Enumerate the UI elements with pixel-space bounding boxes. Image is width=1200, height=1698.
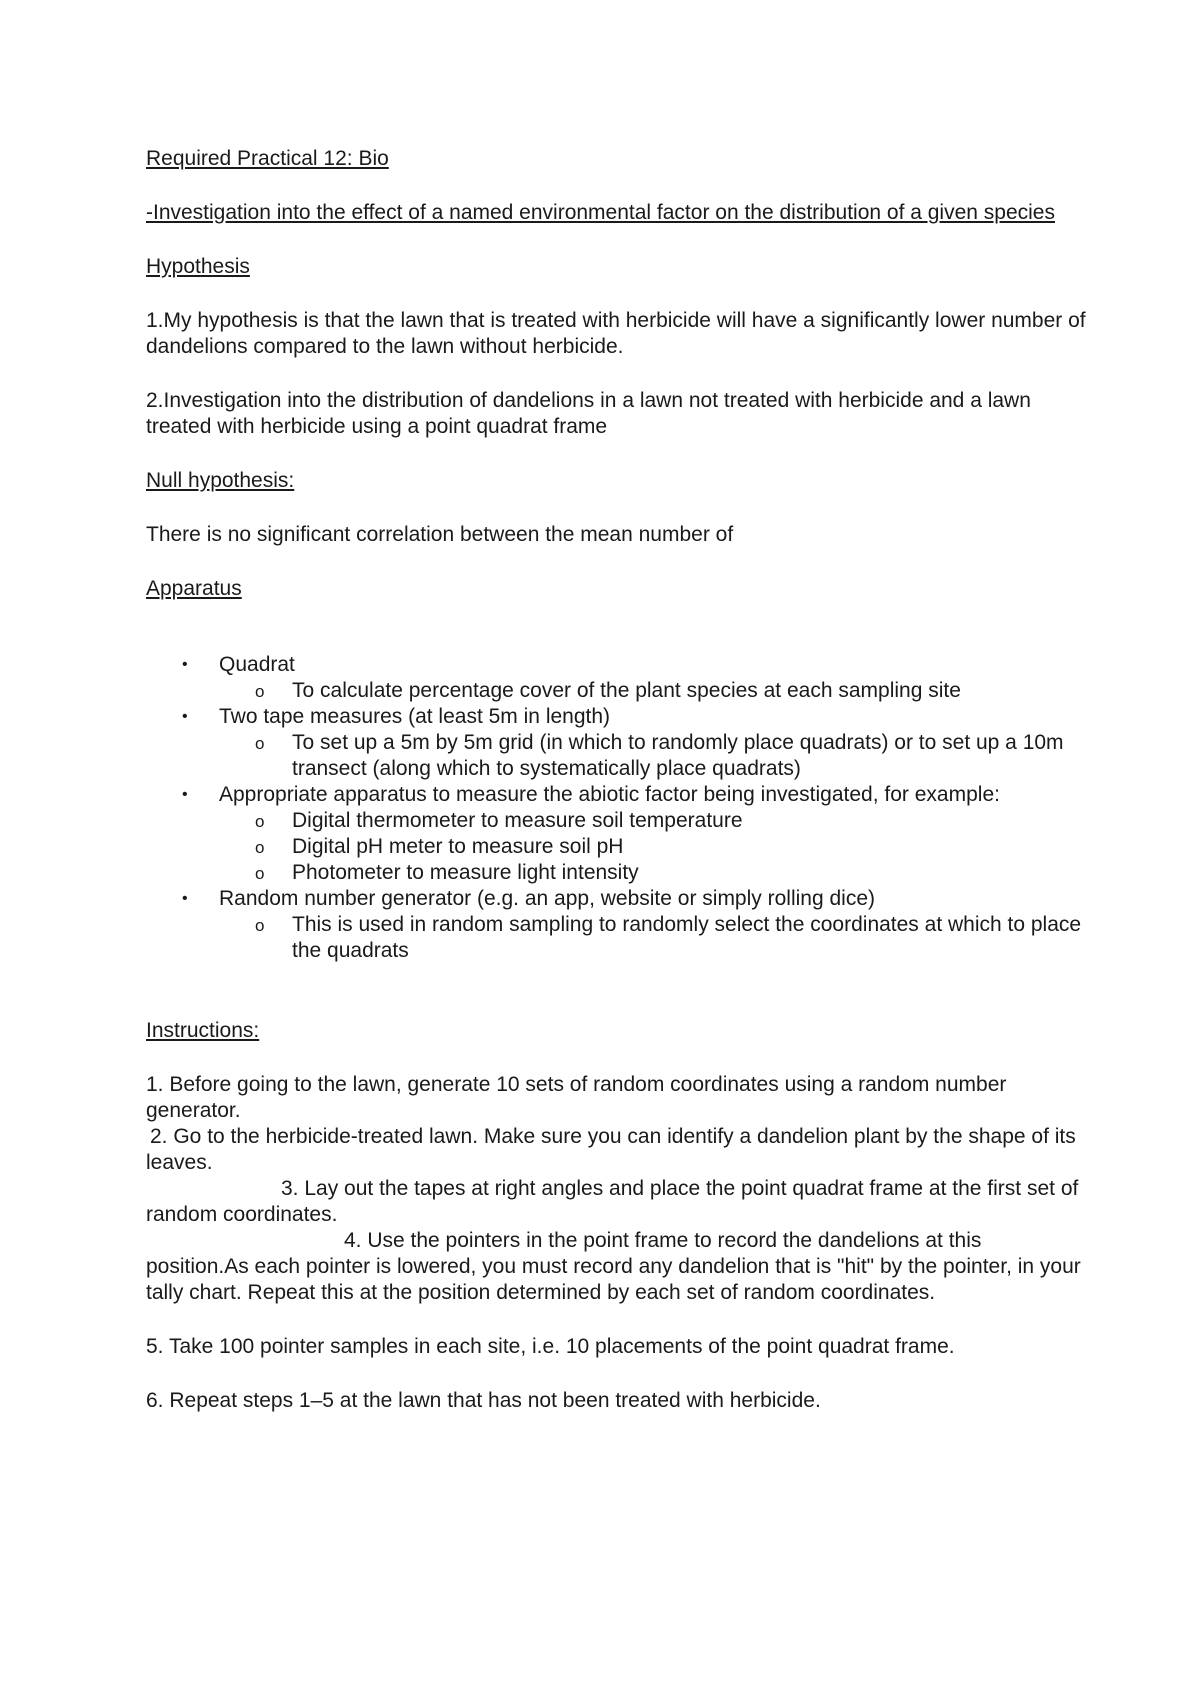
document-body [146,146,1086,1414]
null-hypothesis-text: There is no significant correlation between the mean number of [146,523,734,546]
document-subtitle: -Investigation into the effect of a named environmental factor on the distribution of a given species [146,201,1055,224]
apparatus-item-label: Appropriate apparatus to measure the abiotic factor being investigated, for example: [219,783,1000,806]
bullet-icon: • [182,708,188,725]
list-item [219,678,1086,704]
sub-bullet-icon: o [255,734,265,753]
list-item [219,860,1086,886]
apparatus-subitem: Digital thermometer to measure soil temperature [292,809,743,832]
apparatus-heading: Apparatus [146,577,242,600]
list-item [146,886,1086,964]
instruction-step-3: 3. Lay out the tapes at right angles and place the point quadrat frame at the first set of random coordinates. [146,1177,1079,1226]
null-hypothesis-heading: Null hypothesis: [146,469,295,492]
list-item [146,782,1086,886]
list-item [146,704,1086,782]
apparatus-sublist [219,912,1086,964]
apparatus-item-label: Random number generator (e.g. an app, website or simply rolling dice) [219,887,875,910]
instruction-step-6: 6. Repeat steps 1–5 at the lawn that has not been treated with herbicide. [146,1389,821,1412]
apparatus-subitem: This is used in random sampling to randomly select the coordinates at which to place the quadrats [292,913,1082,962]
list-item [219,730,1086,782]
list-item [146,652,1086,704]
apparatus-sublist [219,808,1086,886]
apparatus-list [146,652,1086,964]
apparatus-sublist [219,730,1086,782]
apparatus-subitem: Photometer to measure light intensity [292,861,639,884]
bullet-icon: • [182,786,188,803]
sub-bullet-icon: o [255,916,265,935]
bullet-icon: • [182,890,188,907]
hypothesis-heading: Hypothesis [146,255,250,278]
apparatus-item-label: Two tape measures (at least 5m in length) [219,705,611,728]
hypothesis-1: 1.My hypothesis is that the lawn that is treated with herbicide will have a significantly lower number of dandelions compared to the lawn without herbicide. [146,309,1086,358]
apparatus-subitem: To calculate percentage cover of the plant species at each sampling site [292,679,961,702]
sub-bullet-icon: o [255,864,265,883]
list-item [219,912,1086,964]
instruction-step-5: 5. Take 100 pointer samples in each site, i.e. 10 placements of the point quadrat frame. [146,1335,955,1358]
instruction-step-2: 2. Go to the herbicide-treated lawn. Make sure you can identify a dandelion plant by the shape of its leaves. [146,1125,1076,1174]
apparatus-subitem: Digital pH meter to measure soil pH [292,835,624,858]
apparatus-subitem: To set up a 5m by 5m grid (in which to randomly place quadrats) or to set up a 10m transect (along which to systematically place quadrats) [292,731,1064,780]
sub-bullet-icon: o [255,682,265,701]
document-title: Required Practical 12: Bio [146,147,389,170]
list-item [219,808,1086,834]
bullet-icon: • [182,656,188,673]
instructions-heading: Instructions: [146,1019,260,1042]
sub-bullet-icon: o [255,812,265,831]
hypothesis-2: 2.Investigation into the distribution of dandelions in a lawn not treated with herbicide and a lawn treated with herbicide using a point quadrat frame [146,389,1031,438]
instruction-step-4: 4. Use the pointers in the point frame to record the dandelions at this position.As each pointer is lowered, you must record any dandelion that is "hit" by the pointer, in your tally chart. Repeat this at the position determined by each set of random coordinates. [146,1229,1081,1304]
list-item [219,834,1086,860]
apparatus-sublist [219,678,1086,704]
apparatus-item-label: Quadrat [219,653,295,676]
sub-bullet-icon: o [255,838,265,857]
instruction-step-1: 1. Before going to the lawn, generate 10 sets of random coordinates using a random number generator. [146,1073,1007,1122]
